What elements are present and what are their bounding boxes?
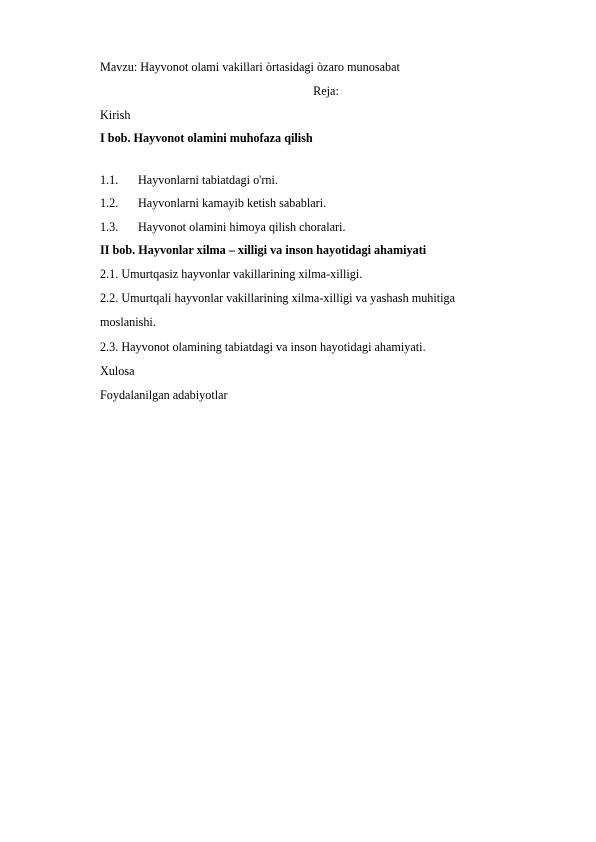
references-heading: Foydalanilgan adabiyotlar [100, 388, 228, 402]
toc-item-1-2 [100, 195, 326, 211]
toc-item-text: Hayvonlarni tabiatdagi o'rni. [138, 173, 278, 187]
topic-line: Mavzu: Hayvonot olami vakillari òrtasidagi òzaro munosabat [100, 60, 400, 74]
conclusion-heading: Xulosa [100, 364, 135, 378]
toc-item-2-1: 2.1. Umurtqasiz hayvonlar vakillarining xilma-xilligi. [100, 267, 363, 281]
toc-item-2-2: 2.2. Umurtqali hayvonlar vakillarining xilma-xilligi va yashash muhitiga [100, 291, 456, 305]
toc-item-text: Hayvonlarni kamayib ketish sabablari. [138, 196, 327, 210]
toc-item-2-3: 2.3. Hayvonot olamining tabiatdagi va inson hayotidagi ahamiyati. [100, 340, 426, 354]
toc-item-number: 1.2. [100, 196, 119, 210]
plan-heading: Reja: [313, 84, 339, 98]
toc-item-text: Hayvonot olamini himoya qilish choralari. [138, 220, 346, 234]
toc-item-2-2-continued: moslanishi. [100, 315, 156, 329]
chapter2-title: II bob. Hayvonlar xilma – xilligi va inson hayotidagi ahamiyati [100, 243, 427, 257]
chapter1-title: I bob. Hayvonot olamini muhofaza qilish [100, 131, 313, 145]
toc-item-number: 1.3. [100, 220, 119, 234]
toc-item-1-3 [100, 219, 346, 235]
intro-heading: Kirish [100, 108, 131, 122]
toc-item-number: 1.1. [100, 173, 119, 187]
toc-item-1-1 [100, 172, 278, 188]
